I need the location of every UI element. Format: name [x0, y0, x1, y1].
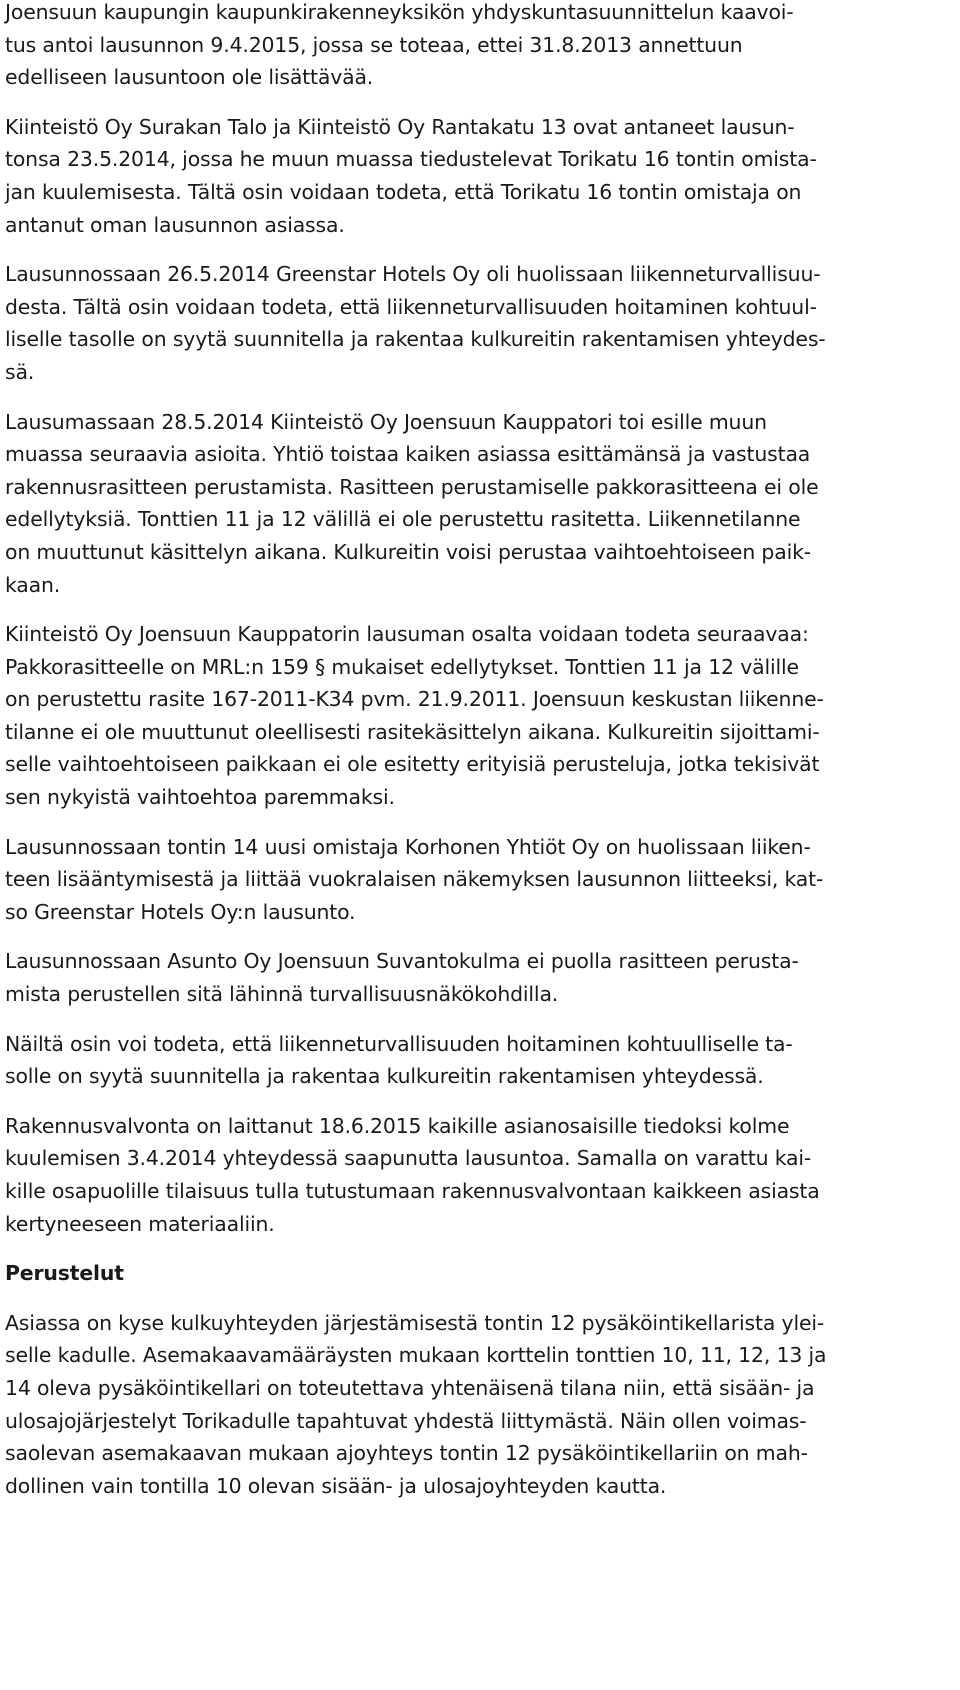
text-line: desta. Tältä osin voidaan todeta, että liikenneturvallisuuden hoitaminen kohtuul- [5, 294, 817, 319]
text-line: Perustelut [5, 1261, 124, 1286]
text-line: Kiinteistö Oy Joensuun Kauppatorin lausuman osalta voidaan todeta seuraavaa: [5, 622, 809, 647]
text-line: edelliseen lausuntoon ole lisättävää. [5, 65, 374, 90]
paragraph [5, 258, 955, 388]
text-line: Lausumassaan 28.5.2014 Kiinteistö Oy Joensuun Kauppatori toi esille muun [5, 409, 767, 434]
text-line: jan kuulemisesta. Tältä osin voidaan todeta, että Torikatu 16 tontin omistaja on [5, 179, 802, 204]
text-line: selle kadulle. Asemakaavamääräysten mukaan korttelin tonttien 10, 11, 12, 13 ja [5, 1343, 827, 1368]
paragraph [5, 831, 955, 929]
paragraph [5, 945, 955, 1010]
text-line: selle vaihtoehtoiseen paikkaan ei ole esitetty erityisiä perusteluja, jotka tekisivät [5, 752, 820, 777]
text-line: liselle tasolle on syytä suunnitella ja rakentaa kulkureitin rakentamisen yhteydes- [5, 327, 826, 352]
text-line: kaan. [5, 572, 61, 597]
text-line: Pakkorasitteelle on MRL:n 159 § mukaiset edellytykset. Tonttien 11 ja 12 välille [5, 654, 799, 679]
text-line: antanut oman lausunnon asiassa. [5, 212, 345, 237]
text-line: ulosajojärjestelyt Torikadulle tapahtuvat yhdestä liittymästä. Näin ollen voimas- [5, 1408, 807, 1433]
text-line: Lausunnossaan 26.5.2014 Greenstar Hotels Oy oli huolissaan liikenneturvallisuu- [5, 262, 821, 287]
text-line: kuulemisen 3.4.2014 yhteydessä saapunutta lausuntoa. Samalla on varattu kai- [5, 1146, 812, 1171]
text-line: tilanne ei ole muuttunut oleellisesti rasitekäsittelyn aikana. Kulkureitin sijoittami- [5, 719, 820, 744]
text-line: Kiinteistö Oy Surakan Talo ja Kiinteistö Oy Rantakatu 13 ovat antaneet lausun- [5, 114, 795, 139]
paragraph [5, 1110, 955, 1240]
paragraph [5, 1028, 955, 1093]
text-line: on muuttunut käsittelyn aikana. Kulkureitin voisi perustaa vaihtoehtoiseen paik- [5, 539, 811, 564]
paragraph [5, 1307, 955, 1503]
text-line: Lausunnossaan tontin 14 uusi omistaja Korhonen Yhtiöt Oy on huolissaan liiken- [5, 834, 811, 859]
text-line: kertyneeseen materiaaliin. [5, 1211, 275, 1236]
text-line: teen lisääntymisestä ja liittää vuokralaisen näkemyksen lausunnon liitteeksi, kat- [5, 867, 824, 892]
text-line: edellytyksiä. Tonttien 11 ja 12 välillä ei ole perustettu rasitetta. Liikennetilanne [5, 507, 801, 532]
text-line: 14 oleva pysäköintikellari on toteutettava yhtenäisenä tilana niin, että sisään- ja [5, 1375, 815, 1400]
text-line: so Greenstar Hotels Oy:n lausunto. [5, 899, 356, 924]
paragraph [5, 618, 955, 814]
text-line: saolevan asemakaavan mukaan ajoyhteys tontin 12 pysäköintikellariin on mah- [5, 1441, 808, 1466]
text-line: Näiltä osin voi todeta, että liikenneturvallisuuden hoitaminen kohtuulliselle ta- [5, 1031, 793, 1056]
paragraph [5, 406, 955, 602]
paragraph [5, 111, 955, 241]
text-line: dollinen vain tontilla 10 olevan sisään- ja ulosajoyhteyden kautta. [5, 1473, 667, 1498]
text-line: Rakennusvalvonta on laittanut 18.6.2015 kaikille asianosaisille tiedoksi kolme [5, 1113, 790, 1138]
text-line: sä. [5, 359, 35, 384]
text-line: rakennusrasitteen perustamista. Rasitteen perustamiselle pakkorasitteena ei ole [5, 474, 819, 499]
text-line: on perustettu rasite 167-2011-K34 pvm. 21.9.2011. Joensuun keskustan liikenne- [5, 687, 824, 712]
document-page [5, 0, 955, 1519]
section-heading [5, 1257, 955, 1290]
text-line: kille osapuolille tilaisuus tulla tutustumaan rakennusvalvontaan kaikkeen asiasta [5, 1179, 820, 1203]
text-line: sen nykyistä vaihtoehtoa paremmaksi. [5, 785, 395, 810]
text-line: mista perustellen sitä lähinnä turvallisuusnäkökohdilla. [5, 982, 559, 1007]
paragraph [5, 0, 955, 94]
text-line: Lausunnossaan Asunto Oy Joensuun Suvantokulma ei puolla rasitteen perusta- [5, 949, 799, 974]
text-line: tus antoi lausunnon 9.4.2015, jossa se toteaa, ettei 31.8.2013 annettuun [5, 32, 743, 57]
text-line: Joensuun kaupungin kaupunkirakenneyksikön yhdyskuntasuunnittelun kaavoi- [5, 0, 794, 24]
text-line: solle on syytä suunnitella ja rakentaa kulkureitin rakentamisen yhteydessä. [5, 1064, 764, 1089]
text-line: muassa seuraavia asioita. Yhtiö toistaa kaiken asiassa esittämänsä ja vastustaa [5, 442, 811, 467]
text-line: tonsa 23.5.2014, jossa he muun muassa tiedustelevat Torikatu 16 tontin omista- [5, 147, 817, 172]
text-line: Asiassa on kyse kulkuyhteyden järjestämisestä tontin 12 pysäköintikellarista ylei- [5, 1310, 825, 1335]
